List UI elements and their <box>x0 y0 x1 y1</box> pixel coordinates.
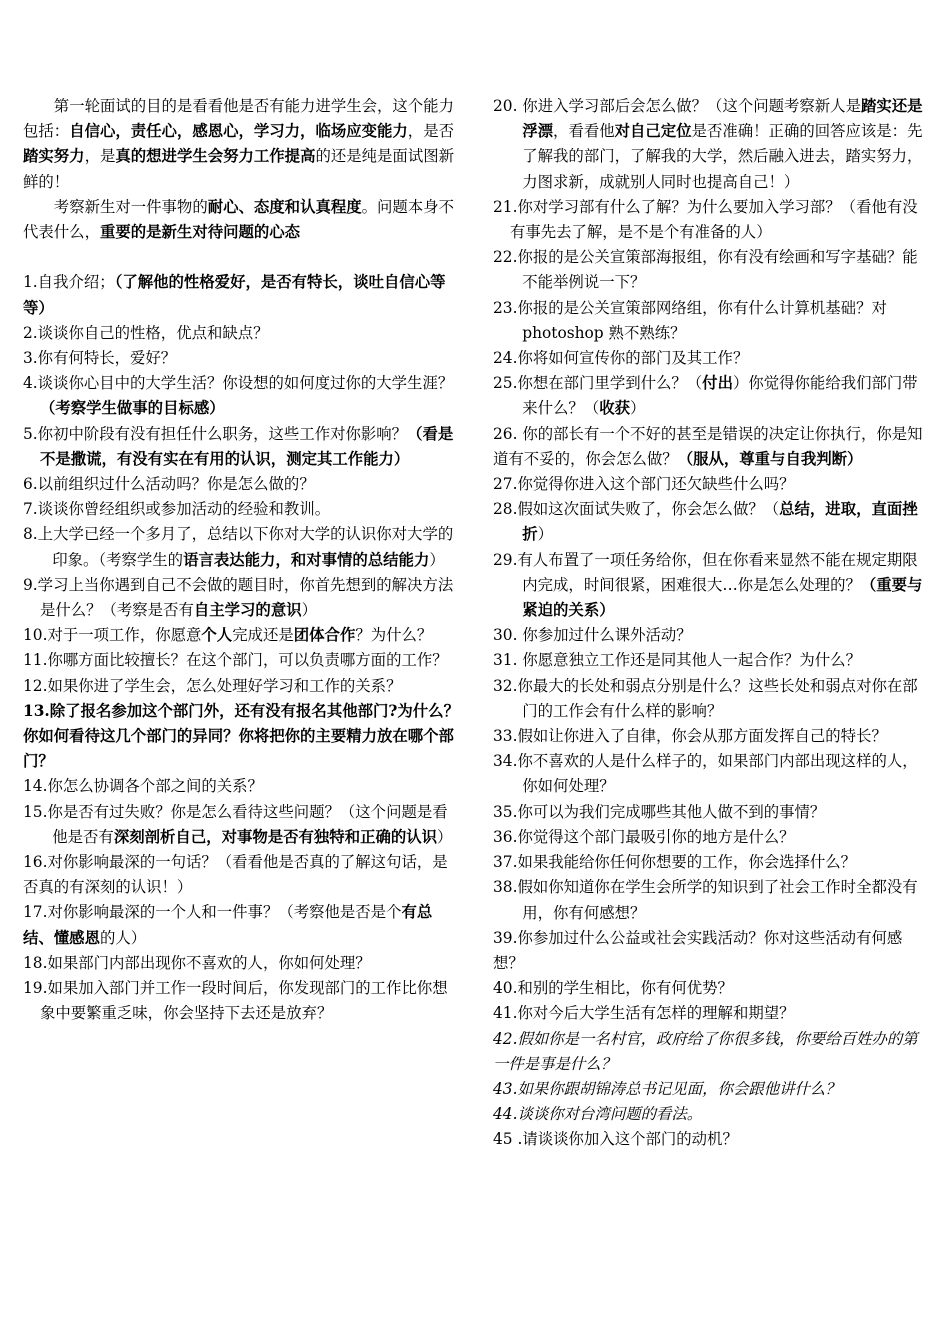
question-26: 26. 你的部长有一个不好的甚至是错误的决定让你执行，你是知道有不妥的，你会怎么做？（服从，尊重与自我判断） <box>493 424 923 468</box>
question-38: 38.假如你知道你在学生会所学的知识到了社会工作时全都没有用，你有何感想？ <box>493 878 918 922</box>
question-32: 32.你最大的长处和弱点分别是什么？这些长处和弱点对你在部门的工作会有什么样的影响？ <box>493 676 918 720</box>
question-2: 2.谈谈你自己的性格，优点和缺点？ <box>23 323 269 342</box>
question-44: 44.谈谈你对台湾问题的看法。 <box>493 1105 703 1124</box>
intro-paragraph-2: 考察新生对一件事物的耐心、态度和认真程度。问题本身不代表什么，重要的是新生对待问题的心态 <box>23 197 454 242</box>
question-34: 34.你不喜欢的人是什么样子的，如果部门内部出现这样的人，你如何处理？ <box>493 752 918 796</box>
right-column <box>493 94 931 1153</box>
question-39: 39.你参加过什么公益或社会实践活动？你对这些活动有何感想？ <box>493 928 903 972</box>
question-8: 8.上大学已经一个多月了，总结以下你对大学的认识你对大学的印象。（考察学生的语言表达能力，和对事情的总结能力） <box>23 525 454 569</box>
question-31: 31. 你愿意独立工作还是同其他人一起合作？为什么？ <box>493 651 861 670</box>
question-27: 27.你觉得你进入这个部门还欠缺些什么吗？ <box>493 475 795 494</box>
question-22: 22.你报的是公关宣策部海报组，你有没有绘画和写字基础？能不能举例说一下？ <box>493 248 918 292</box>
question-40: 40.和别的学生相比，你有何优势？ <box>493 979 733 998</box>
question-33: 33.假如让你进入了自律，你会从那方面发挥自己的特长？ <box>493 727 887 746</box>
question-35: 35.你可以为我们完成哪些其他人做不到的事情？ <box>493 802 826 821</box>
spacer <box>23 245 459 270</box>
question-42: 42.假如你是一名村官，政府给了你很多钱，你要给百姓办的第一件是事是什么？ <box>493 1029 918 1073</box>
question-19: 19.如果加入部门并工作一段时间后，你发现部门的工作比你想象中要繁重乏味，你会坚持下去还是放弃？ <box>23 979 448 1023</box>
question-9: 9.学习上当你遇到自己不会做的题目时，你首先想到的解决方法是什么？（考察是否有自主学习的意识） <box>23 575 454 620</box>
left-column <box>23 94 459 1027</box>
question-21: 21.你对学习部有什么了解？为什么要加入学习部？（看他有没有事先去了解，是不是个有准备的人） <box>493 197 918 242</box>
question-12: 12.如果你进了学生会，怎么处理好学习和工作的关系？ <box>23 676 402 695</box>
question-7: 7.谈谈你曾经组织或参加活动的经验和教训。 <box>23 500 331 519</box>
question-15: 15.你是否有过失败？你是怎么看待这些问题？（这个问题是看他是否有深刻剖析自己，对事物是否有独特和正确的认识） <box>23 802 453 846</box>
question-24: 24.你将如何宣传你的部门及其工作？ <box>493 349 749 368</box>
question-14: 14.你怎么协调各个部之间的关系？ <box>23 777 263 796</box>
question-13: 13.除了报名参加这个部门外，还有没有报名其他部门?为什么？你如何看待这几个部门的异同？你将把你的主要精力放在哪个部门？ <box>23 701 459 771</box>
question-6: 6.以前组织过什么活动吗？你是怎么做的？ <box>23 475 315 494</box>
question-11: 11.你哪方面比较擅长？在这个部门，可以负责哪方面的工作？ <box>23 651 448 670</box>
question-1: 1.自我介绍；（了解他的性格爱好，是否有特长，谈吐自信心等等） <box>23 273 446 317</box>
question-37: 37.如果我能给你任何你想要的工作，你会选择什么？ <box>493 853 857 872</box>
question-10: 10.对于一项工作，你愿意个人完成还是团体合作？为什么？ <box>23 626 433 645</box>
question-17: 17.对你影响最深的一个人和一件事？（考察他是否是个有总结、懂感恩的人） <box>23 903 433 947</box>
question-20: 20. 你进入学习部后会怎么做？（这个问题考察新人是踏实还是浮漂，看看他对自己定位是否准确！正确的回答应该是：先了解我的部门，了解我的大学，然后融入进去，踏实努力，力图求新，成就别人同时也提高自己！） <box>493 97 923 191</box>
intro-paragraph: 第一轮面试的目的是看看他是否有能力进学生会，这个能力包括：自信心，责任心，感恩心，学习力，临场应变能力，是否踏实努力，是真的想进学生会努力工作提高的还是纯是面试图新鲜的！ <box>23 97 454 191</box>
question-41: 41.你对今后大学生活有怎样的理解和期望？ <box>493 1004 795 1023</box>
question-4: 4.谈谈你心目中的大学生活？你设想的如何度过你的大学生涯？（考察学生做事的目标感） <box>23 374 454 418</box>
question-5: 5.你初中阶段有没有担任什么职务，这些工作对你影响？（看是不是撒谎，有没有实在有用的认识，测定其工作能力） <box>23 424 454 468</box>
question-43: 43.如果你跟胡锦涛总书记见面，你会跟他讲什么？ <box>493 1079 841 1098</box>
question-45: 45 .请谈谈你加入这个部门的动机？ <box>493 1130 738 1149</box>
question-25: 25.你想在部门里学到什么？（付出）你觉得你能给我们部门带来什么？（收获） <box>493 374 918 418</box>
question-28: 28.假如这次面试失败了，你会怎么做？（总结，进取，直面挫折） <box>493 500 918 544</box>
question-30: 30. 你参加过什么课外活动？ <box>493 626 692 645</box>
question-16: 16.对你影响最深的一句话？（看看他是否真的了解这句话，是否真的有深刻的认识！） <box>23 853 448 897</box>
question-18: 18.如果部门内部出现你不喜欢的人，你如何处理？ <box>23 953 371 972</box>
question-29: 29.有人布置了一项任务给你，但在你看来显然不能在规定期限内完成，时间很紧，困难很大…你是怎么处理的？（重要与紧迫的关系） <box>493 550 923 620</box>
question-3: 3.你有何特长，爱好？ <box>23 349 177 368</box>
question-36: 36.你觉得这个部门最吸引你的地方是什么？ <box>493 827 795 846</box>
question-23: 23.你报的是公关宣策部网络组，你有什么计算机基础？对 photoshop 熟不熟练？ <box>493 298 887 342</box>
